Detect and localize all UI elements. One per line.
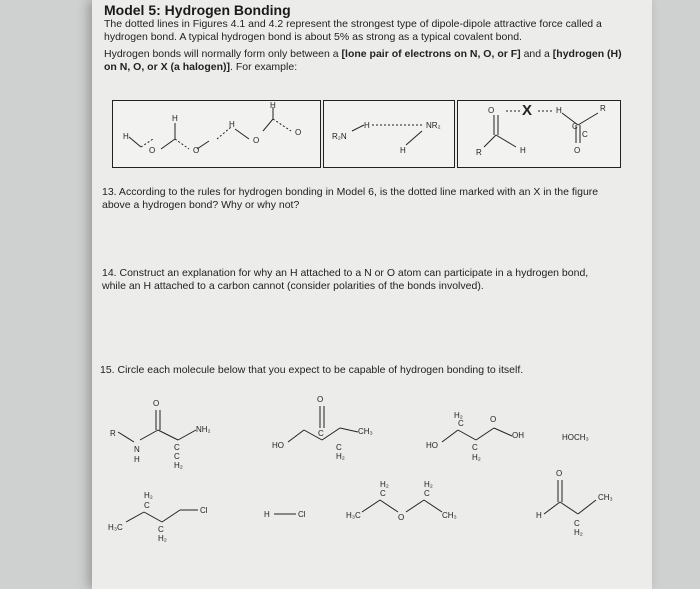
m3-label-c2: C	[472, 443, 478, 452]
molecule-set	[92, 380, 652, 550]
m7-label-h2b: H₂	[424, 480, 433, 489]
m5-label-h2b: H₂	[158, 534, 167, 543]
intro-bold-hydrogen: [hydrogen (H) on N, O, or X (a halogen)]	[104, 48, 622, 73]
m8-label-o: O	[556, 469, 563, 478]
fig3-label-r1: R	[476, 148, 482, 157]
m7-label-c: C	[380, 489, 386, 498]
figure-amine	[323, 100, 455, 168]
m2-label-ho: HO	[272, 441, 284, 450]
m5-label-h2: H₂	[144, 491, 153, 500]
m1-label-nh2: NH₂	[196, 425, 211, 434]
carbonyl-x-diagram	[458, 101, 620, 167]
m2-label-c: C	[318, 429, 324, 438]
fig1-label-h2: H	[172, 114, 178, 123]
m7-label-h2: H₂	[380, 480, 389, 489]
m6-label-h: H	[264, 510, 270, 519]
m1-label-h2: H₂	[174, 461, 183, 470]
m1-label-c: C	[174, 443, 180, 452]
m2-label-ch3: CH₃	[358, 427, 373, 436]
fig2-label-h1: H	[364, 121, 370, 130]
fig3-label-r2: R	[600, 104, 606, 113]
m1-label-n: N	[134, 445, 140, 454]
m3-label-c: C	[458, 419, 464, 428]
fig1-label-o3: O	[253, 136, 260, 145]
water-chain-diagram	[113, 101, 320, 167]
m7-label-o: O	[398, 513, 405, 522]
m2-label-h2: H₂	[336, 452, 345, 461]
fig2-label-h2: H	[400, 146, 406, 155]
fig3-label-x: X	[522, 102, 533, 119]
fig1-label-h3: H	[229, 120, 235, 129]
m8-label-c: C	[574, 519, 580, 528]
m5-label-h3c: H₃C	[108, 523, 123, 532]
fig2-label-nr2: NR₂	[426, 121, 441, 130]
question-15: 15. Circle each molecule below that you expect to be capable of hydrogen bonding to itself.	[100, 364, 524, 376]
m2-label-o: O	[317, 395, 324, 404]
intro-text-b: and a	[520, 48, 553, 60]
m1-label-r: R	[110, 429, 116, 438]
fig3-label-o2: O	[574, 146, 581, 155]
m5-label-c: C	[144, 501, 150, 510]
m5-label-cl: Cl	[200, 506, 208, 515]
worksheet-page	[92, 0, 652, 589]
fig1-label-o1: O	[149, 146, 156, 155]
m5-label-c2: C	[158, 525, 164, 534]
fig1-label-h4: H	[270, 101, 276, 110]
fig1-label-o4: O	[295, 128, 302, 137]
intro-text-c: . For example:	[230, 61, 298, 73]
figure-water-chain	[112, 100, 321, 168]
m1-label-c2: C	[174, 452, 180, 461]
m1-label-o: O	[153, 399, 160, 408]
fig1-label-o2: O	[193, 146, 200, 155]
m2-label-c2: C	[336, 443, 342, 452]
m3-label-h2b: H₂	[472, 453, 481, 462]
question-13: 13. According to the rules for hydrogen bonding in Model 6, is the dotted line marked with an X in the figure above a hydrogen bond? Why or why not?	[102, 186, 599, 211]
fig3-label-h2: H	[520, 146, 526, 155]
intro-text-a: Hydrogen bonds will normally form only between a	[104, 48, 342, 60]
figure-carbonyl-x	[457, 100, 621, 168]
amine-diagram	[324, 101, 454, 167]
m7-label-ch3: CH₃	[442, 511, 457, 520]
m7-label-c2: C	[424, 489, 430, 498]
m8-label-h: H	[536, 511, 542, 520]
m4-label-hoch3: HOCH₃	[562, 433, 589, 442]
fig3-label-c: C	[572, 122, 578, 131]
m8-label-h2: H₂	[574, 528, 583, 537]
m3-label-ho: HO	[426, 441, 438, 450]
fig3-label-o1: O	[488, 106, 495, 115]
page-title: Model 5: Hydrogen Bonding	[104, 2, 291, 18]
m3-label-o: O	[490, 415, 497, 424]
m8-label-ch3: CH₃	[598, 493, 613, 502]
m3-label-h2: H₂	[454, 411, 463, 420]
intro-paragraph-1: The dotted lines in Figures 4.1 and 4.2 represent the strongest type of dipole-dipole attractive force called a hydrogen bond. A typical hydrogen bond is about 5% as strong as a typical covalent bond.	[104, 18, 602, 43]
m6-label-cl: Cl	[298, 510, 306, 519]
fig2-label-r2n: R₂N	[332, 132, 347, 141]
intro-bold-lone-pair: [lone pair of electrons on N, O, or F]	[341, 48, 521, 60]
fig3-label-h1: H	[556, 106, 562, 115]
fig1-label-h1: H	[123, 132, 129, 141]
m1-label-h: H	[134, 455, 140, 464]
intro-paragraph-2	[104, 48, 624, 74]
m3-label-oh: OH	[512, 431, 524, 440]
fig3-label-c2: C	[582, 130, 588, 139]
m7-label-h3c: H₃C	[346, 511, 361, 520]
question-14: 14. Construct an explanation for why an H attached to a N or O atom can participate in a hydrogen bond, while an H attached to a carbon cannot (consider polarities of the bonds involved).	[102, 267, 589, 292]
